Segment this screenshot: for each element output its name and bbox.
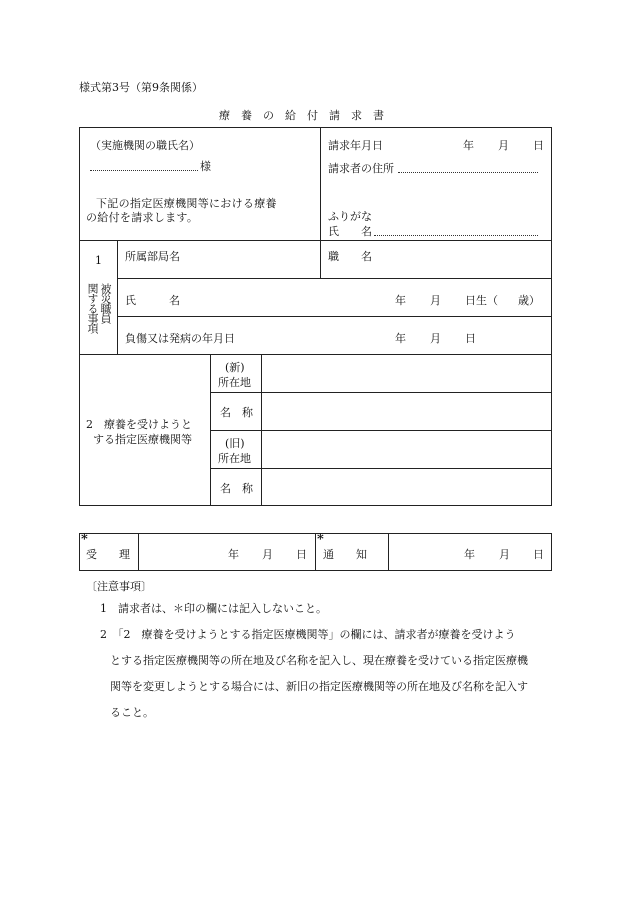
old-name-label: 名 称 — [220, 482, 253, 495]
birth-month: 月 — [430, 294, 441, 307]
receive-day: 日 — [296, 548, 307, 561]
divider — [388, 533, 389, 571]
new-location-label: 所在地 — [218, 376, 251, 389]
honorific: 様 — [200, 160, 211, 173]
note-item-1: 1 請求者は、＊印の欄には記入しないこと。 — [100, 602, 327, 615]
request-text-1: 下記の指定医療機関等における療養 — [96, 197, 277, 210]
note-item-2-line-3: 関等を変更しようとする場合には、新旧の指定医療機関等の所在地及び名称を記入す — [110, 680, 528, 693]
birth-day-label: 日生（ — [465, 294, 498, 307]
divider — [210, 354, 211, 506]
old-tag: (旧) — [225, 437, 245, 450]
section2-label-1: 2 療養を受けようと — [86, 418, 192, 431]
dept-label: 所属部局名 — [125, 250, 180, 263]
note-item-2-line-2: とする指定医療機関等の所在地及び名称を記入し、現在療養を受けている指定医療機 — [110, 654, 528, 667]
injury-month: 月 — [430, 332, 441, 345]
notice-day: 日 — [533, 548, 544, 561]
position-label: 職 名 — [328, 250, 372, 263]
divider — [79, 354, 552, 355]
divider — [117, 240, 118, 354]
divider — [79, 240, 552, 241]
notice-label: 通 知 — [323, 548, 367, 561]
divider — [315, 533, 316, 571]
injury-date-label: 負傷又は発病の年月日 — [125, 332, 235, 345]
day-label: 日 — [533, 139, 544, 152]
receipt-star-icon: * — [81, 532, 88, 547]
notice-star-icon: * — [317, 532, 324, 547]
age-label: 歳） — [518, 294, 540, 307]
new-name-label: 名 称 — [220, 406, 253, 419]
birth-year: 年 — [395, 294, 406, 307]
divider — [138, 533, 139, 571]
section1-label-col-b: 関する事項 — [86, 283, 99, 333]
receive-year: 年 — [228, 548, 239, 561]
divider — [261, 354, 262, 506]
section2-label-2: する指定医療機関等 — [93, 433, 192, 446]
note-item-2-line-1: 2 「2 療養を受けようとする指定医療機関等」の欄には、請求者が療養を受けよう — [100, 628, 516, 641]
form-id: 様式第3号（第9条関係） — [79, 81, 203, 94]
address-input-line[interactable] — [398, 172, 538, 173]
employee-name-label: 氏 名 — [125, 294, 180, 307]
request-text-2: の給付を請求します。 — [86, 211, 199, 224]
section1-number: 1 — [95, 254, 102, 267]
month-label: 月 — [498, 139, 509, 152]
receive-label: 受 理 — [86, 548, 130, 561]
injury-year: 年 — [395, 332, 406, 345]
section1-label-col-a: 被災職員 — [99, 283, 112, 323]
old-location-label: 所在地 — [218, 452, 251, 465]
agency-label: （実施機関の職氏名） — [90, 139, 200, 152]
notes-heading: 〔注意事項〕 — [86, 580, 152, 593]
request-date-label: 請求年月日 — [328, 139, 383, 152]
furigana-label: ふりがな — [328, 210, 372, 223]
address-label: 請求者の住所 — [328, 162, 394, 175]
notice-month: 月 — [499, 548, 510, 561]
page-title: 療 養 の 給 付 請 求 書 — [219, 109, 384, 122]
agency-input-line[interactable] — [90, 170, 198, 171]
injury-day: 日 — [465, 332, 476, 345]
divider — [320, 127, 321, 278]
notice-year: 年 — [464, 548, 475, 561]
receive-month: 月 — [262, 548, 273, 561]
name-label: 氏 名 — [328, 225, 372, 238]
divider — [117, 316, 552, 317]
year-label: 年 — [463, 139, 474, 152]
name-input-line[interactable] — [374, 235, 538, 236]
note-item-2-line-4: ること。 — [110, 706, 154, 719]
divider — [117, 278, 552, 279]
new-tag: (新) — [225, 361, 245, 374]
